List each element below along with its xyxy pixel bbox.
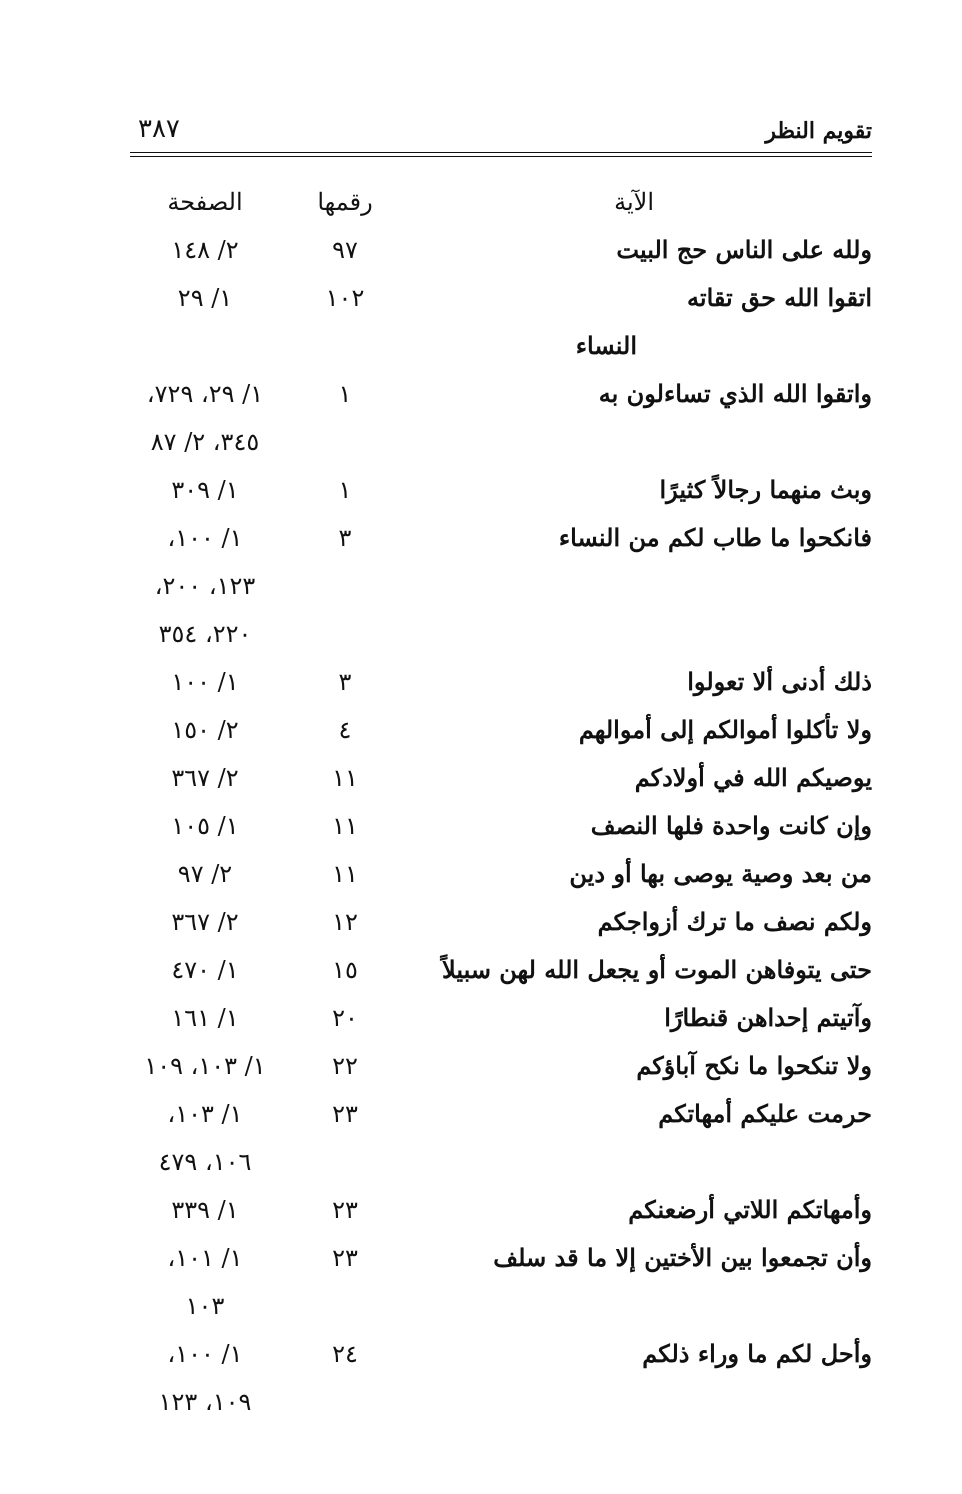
ayah-text: ولكم نصف ما ترك أزواجكم <box>597 907 872 936</box>
table-row <box>130 226 872 274</box>
table-row <box>130 1234 872 1282</box>
page-reference: ١/ ٢٩، ٧٢٩، <box>146 380 264 408</box>
page-reference: ١/ ١٠١، <box>167 1244 243 1272</box>
table-row <box>130 562 872 610</box>
header-rule-top <box>130 152 872 153</box>
page-reference: ١/ ٣٠٩ <box>171 476 239 504</box>
ayah-number <box>280 322 410 370</box>
column-header-number: رقمها <box>317 188 373 216</box>
ayah-text: وأمهاتكم اللاتي أرضعنكم <box>628 1195 872 1224</box>
page-reference: ١/ ١٠٣، <box>167 1100 243 1128</box>
ayah-text: حرمت عليكم أمهاتكم <box>658 1099 872 1128</box>
sura-name: النساء <box>575 331 637 360</box>
ayah-text: وإن كانت واحدة فلها النصف <box>590 811 872 840</box>
table-row <box>130 1090 872 1138</box>
ayah-text: ذلك أدنى ألا تعولوا <box>687 667 872 696</box>
page-reference: ١/ ١٠٠، <box>167 524 243 552</box>
ayah-text <box>492 562 872 610</box>
ayah-number: ١ <box>338 476 352 504</box>
page-reference: ١٠٦، ٤٧٩ <box>158 1148 252 1176</box>
ayah-number <box>280 1138 410 1186</box>
table-row <box>130 1138 872 1186</box>
ayah-text: ولله على الناس حج البيت <box>616 235 872 264</box>
ayah-number: ٣ <box>338 668 352 696</box>
page-reference: ١٠٩، ١٢٣ <box>158 1388 252 1416</box>
ayah-number: ٢٠ <box>332 1004 358 1032</box>
ayah-text: حتى يتوفاهن الموت أو يجعل الله لهن سبيلاً <box>442 955 872 984</box>
ayah-text: ولا تأكلوا أموالكم إلى أموالهم <box>578 715 872 744</box>
table-row <box>130 1330 872 1378</box>
ayah-number: ١١ <box>332 812 358 840</box>
ayah-number: ١٢ <box>332 908 358 936</box>
ayah-number <box>280 1282 410 1330</box>
page-reference: ١/ ١٦١ <box>171 1004 239 1032</box>
table-row <box>130 898 872 946</box>
ayah-text: واتقوا الله الذي تساءلون به <box>598 379 872 408</box>
table-row <box>130 466 872 514</box>
page-reference: ١/ ١٠٣، ١٠٩ <box>144 1052 266 1080</box>
ayah-text: وبث منهما رجالاً كثيرًا <box>659 475 872 504</box>
ayah-number: ١١ <box>332 764 358 792</box>
table-row <box>130 994 872 1042</box>
ayah-number <box>280 610 410 658</box>
page-reference: ٣٤٥، ٢/ ٨٧ <box>150 428 260 456</box>
page-reference: ٢/ ١٤٨ <box>171 236 239 264</box>
table-row <box>130 418 872 466</box>
ayah-text <box>492 1138 872 1186</box>
page-reference: ١/ ١٠٠، <box>167 1340 243 1368</box>
page-reference: ١/ ١٠٥ <box>171 812 239 840</box>
table-row <box>130 610 872 658</box>
ayah-number: ٢٣ <box>332 1244 358 1272</box>
table-body <box>130 226 872 1426</box>
page-header <box>130 110 872 150</box>
ayah-number: ١ <box>338 380 352 408</box>
ayah-text: اتقوا الله حق تقاته <box>687 283 872 312</box>
ayah-text: وأن تجمعوا بين الأختين إلا ما قد سلف <box>493 1243 872 1272</box>
ayah-number: ١٥ <box>332 956 358 984</box>
ayah-number: ١٠٢ <box>325 284 365 312</box>
book-title: تقويم النظر <box>765 118 872 144</box>
ayah-text <box>492 1378 872 1426</box>
column-header-ayah: الآية <box>614 188 654 216</box>
sura-heading-row <box>130 322 872 370</box>
page-reference <box>130 322 280 370</box>
ayah-number: ٤ <box>338 716 352 744</box>
ayah-text: فانكحوا ما طاب لكم من النساء <box>558 523 872 552</box>
page-reference: ٢/ ١٥٠ <box>171 716 239 744</box>
ayah-text: وآتيتم إحداهن قنطارًا <box>664 1003 872 1032</box>
ayah-number: ٢٣ <box>332 1196 358 1224</box>
ayah-number: ٩٧ <box>332 236 358 264</box>
ayah-text: يوصيكم الله في أولادكم <box>634 763 872 792</box>
ayah-text: ولا تنكحوا ما نكح آباؤكم <box>636 1051 872 1080</box>
table-row <box>130 1042 872 1090</box>
ayah-number <box>280 562 410 610</box>
page-reference: ٢٢٠، ٣٥٤ <box>158 620 252 648</box>
page-reference: ٢/ ٩٧ <box>177 860 233 888</box>
page-reference: ٢/ ٣٦٧ <box>171 764 239 792</box>
ayah-number <box>280 1378 410 1426</box>
table-row <box>130 514 872 562</box>
table-row <box>130 658 872 706</box>
ayah-text: وأحل لكم ما وراء ذلكم <box>642 1339 872 1368</box>
table-row <box>130 1186 872 1234</box>
ayah-number: ٢٣ <box>332 1100 358 1128</box>
page-reference: ٢/ ٣٦٧ <box>171 908 239 936</box>
table-row <box>130 370 872 418</box>
table-row <box>130 946 872 994</box>
ayah-number: ١١ <box>332 860 358 888</box>
verse-index-table <box>130 178 872 1426</box>
page-reference: ١/ ١٠٠ <box>171 668 239 696</box>
table-row <box>130 1282 872 1330</box>
table-header-row <box>130 178 872 226</box>
ayah-text <box>492 418 872 466</box>
header-rule-bottom <box>130 156 872 157</box>
ayah-text <box>492 610 872 658</box>
table-row <box>130 274 872 322</box>
table-row <box>130 1378 872 1426</box>
ayah-number <box>280 418 410 466</box>
page-number: ٣٨٧ <box>138 114 180 144</box>
table-row <box>130 802 872 850</box>
table-row <box>130 850 872 898</box>
page-reference: ١/ ٣٣٩ <box>171 1196 239 1224</box>
ayah-text: من بعد وصية يوصى بها أو دين <box>569 859 872 888</box>
column-header-page: الصفحة <box>167 188 243 216</box>
ayah-number: ٣ <box>338 524 352 552</box>
ayah-number: ٢٤ <box>332 1340 358 1368</box>
table-row <box>130 754 872 802</box>
page-reference: ١/ ٤٧٠ <box>171 956 239 984</box>
page-reference: ١٢٣، ٢٠٠، <box>154 572 256 600</box>
table-row <box>130 706 872 754</box>
page-reference: ١٠٣ <box>185 1292 225 1320</box>
ayah-text <box>492 1282 872 1330</box>
page-reference: ١/ ٢٩ <box>177 284 233 312</box>
ayah-number: ٢٢ <box>332 1052 358 1080</box>
